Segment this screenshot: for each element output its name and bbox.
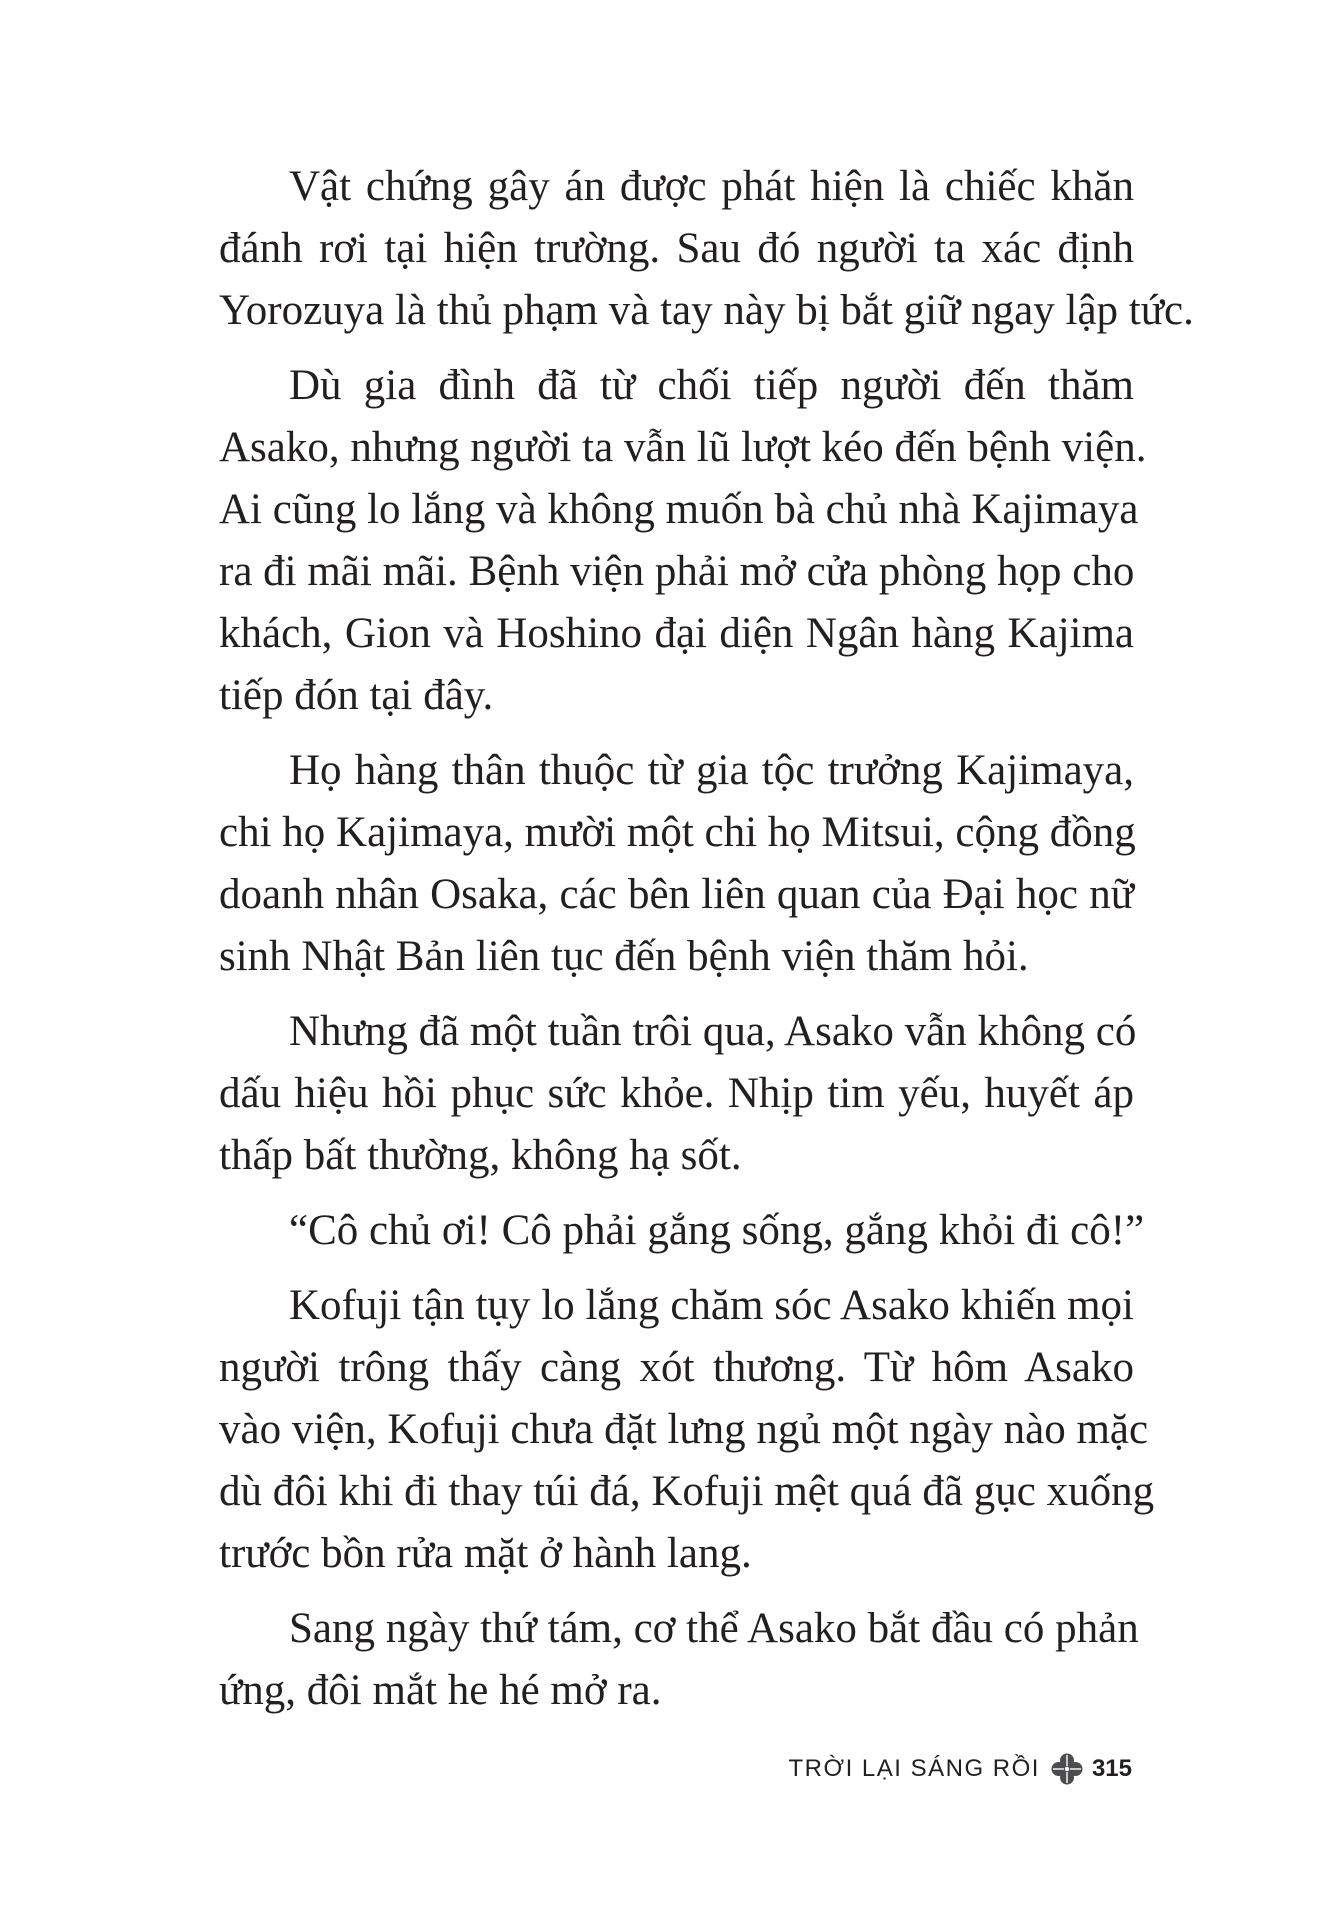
page-footer [0, 1752, 1132, 1786]
body-text [219, 156, 1194, 1735]
paragraph [219, 1200, 1145, 1262]
text-line: thấp bất thường, không hạ sốt. [219, 1132, 742, 1179]
text-line: Vật chứng gây án được phát hiện là chiếc khăn [289, 163, 1134, 210]
text-line: Họ hàng thân thuộc từ gia tộc trưởng Kajimaya, [289, 747, 1134, 794]
text-line: tiếp đón tại đây. [219, 672, 494, 719]
text-line: dù đôi khi đi thay túi đá, Kofuji mệt quá đã gục xuống [219, 1468, 1155, 1515]
paragraph [219, 355, 1147, 727]
text-line: Kofuji tận tụy lo lắng chăm sóc Asako khiến mọi [289, 1282, 1134, 1329]
text-line: “Cô chủ ơi! Cô phải gắng sống, gắng khỏi đi cô!” [289, 1207, 1145, 1254]
text-line: Ai cũng lo lắng và không muốn bà chủ nhà Kajimaya [219, 486, 1139, 533]
text-line: chi họ Kajimaya, mười một chi họ Mitsui, cộng đồng [219, 809, 1136, 856]
paragraph [219, 1001, 1137, 1187]
paragraph [219, 156, 1194, 342]
running-title: TRỜI LẠI SÁNG RỒI [788, 1755, 1040, 1782]
text-line: sinh Nhật Bản liên tục đến bệnh viện thăm hỏi. [219, 933, 1029, 980]
text-line: doanh nhân Osaka, các bên liên quan của Đại học nữ [219, 871, 1134, 918]
paragraph [219, 1598, 1139, 1722]
text-line: dấu hiệu hồi phục sức khỏe. Nhịp tim yếu, huyết áp [219, 1070, 1134, 1117]
text-line: Yorozuya là thủ phạm và tay này bị bắt giữ ngay lập tức. [219, 287, 1194, 334]
text-line: ứng, đôi mắt he hé mở ra. [219, 1667, 662, 1714]
text-line: Sang ngày thứ tám, cơ thể Asako bắt đầu có phản [289, 1605, 1139, 1652]
text-line: người trông thấy càng xót thương. Từ hôm Asako [219, 1344, 1134, 1391]
paragraph [219, 740, 1134, 988]
paragraph [219, 1275, 1155, 1585]
page-number: 315 [1091, 1755, 1132, 1782]
text-line: Dù gia đình đã từ chối tiếp người đến thăm [289, 362, 1134, 409]
text-line: Asako, nhưng người ta vẫn lũ lượt kéo đến bệnh viện. [219, 424, 1147, 471]
text-line: trước bồn rửa mặt ở hành lang. [219, 1530, 752, 1577]
text-line: ra đi mãi mãi. Bệnh viện phải mở cửa phòng họp cho [219, 548, 1135, 595]
text-line: khách, Gion và Hoshino đại diện Ngân hàng Kajima [219, 610, 1134, 657]
text-line: vào viện, Kofuji chưa đặt lưng ngủ một ngày nào mặc [219, 1406, 1149, 1453]
text-line: Nhưng đã một tuần trôi qua, Asako vẫn không có [289, 1008, 1137, 1055]
text-line: đánh rơi tại hiện trường. Sau đó người ta xác định [219, 225, 1134, 272]
clover-icon [1050, 1752, 1084, 1786]
